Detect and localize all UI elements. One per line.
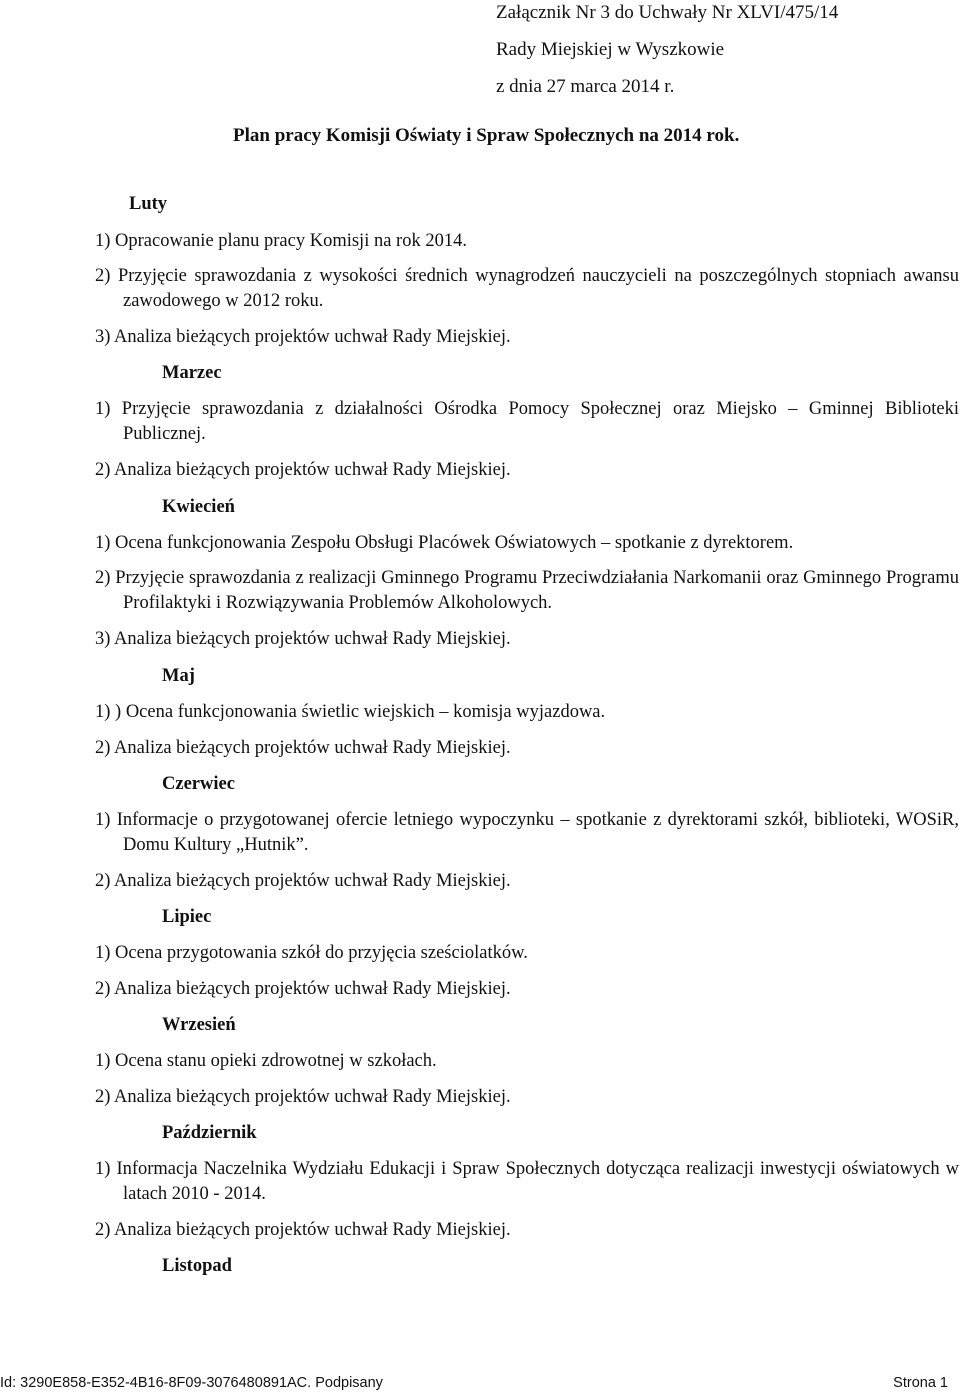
list-item: 1) Opracowanie planu pracy Komisji na rok 2014. [95,231,467,251]
list-item-text: 2) Przyjęcie sprawozdania z realizacji Gminnego Programu Przeciwdziałania Narkomanii oraz Gminnego Programu Profilaktyki i Rozwiązywania Problemów Alkoholowych. [95,568,959,613]
month-heading-luty: Luty [129,194,168,214]
list-item [95,264,959,314]
list-item: 1) Ocena stanu opieki zdrowotnej w szkołach. [95,1051,437,1071]
list-item [95,1157,959,1207]
month-heading-pazdziernik: Październik [162,1123,257,1143]
list-item: 1) ) Ocena funkcjonowania świetlic wiejskich – komisja wyjazdowa. [95,702,606,722]
list-item-text: 1) Przyjęcie sprawozdania z działalności Ośrodka Pomocy Społecznej oraz Miejsko – Gminnej Biblioteki Publicznej. [95,399,959,444]
list-item-text: 1) Informacja Naczelnika Wydziału Edukacji i Spraw Społecznych dotycząca realizacji inwestycji oświatowych w latach 2010 - 2014. [95,1159,959,1204]
document-title: Plan pracy Komisji Oświaty i Spraw Społecznych na 2014 rok. [233,125,740,146]
header-line-1: Załącznik Nr 3 do Uchwały Nr XLVI/475/14 [496,2,839,23]
list-item: 2) Analiza bieżących projektów uchwał Rady Miejskiej. [95,979,511,999]
list-item: 1) Ocena przygotowania szkół do przyjęcia sześciolatków. [95,943,528,963]
list-item-text: 1) Informacje o przygotowanej ofercie letniego wypoczynku – spotkanie z dyrektorami szkół, biblioteki, WOSiR, Domu Kultury „Hutnik”. [95,810,959,855]
page-number: Strona 1 [893,1375,948,1391]
list-item: 1) Ocena funkcjonowania Zespołu Obsługi Placówek Oświatowych – spotkanie z dyrektorem. [95,533,794,553]
list-item: 3) Analiza bieżących projektów uchwał Rady Miejskiej. [95,629,511,649]
list-item: 3) Analiza bieżących projektów uchwał Rady Miejskiej. [95,327,511,347]
list-item [95,566,959,616]
list-item-text: 2) Przyjęcie sprawozdania z wysokości średnich wynagrodzeń nauczycieli na poszczególnych stopniach awansu zawodowego w 2012 roku. [95,266,959,311]
month-heading-lipiec: Lipiec [162,907,212,927]
month-heading-maj: Maj [162,666,195,686]
list-item: 2) Analiza bieżących projektów uchwał Rady Miejskiej. [95,1220,511,1240]
list-item: 2) Analiza bieżących projektów uchwał Rady Miejskiej. [95,871,511,891]
month-heading-marzec: Marzec [162,363,222,383]
month-heading-wrzesien: Wrzesień [162,1015,236,1035]
header-line-2: Rady Miejskiej w Wyszkowie [496,39,725,60]
list-item [95,808,959,858]
month-heading-czerwiec: Czerwiec [162,774,235,794]
month-heading-kwiecien: Kwiecień [162,497,235,517]
list-item: 2) Analiza bieżących projektów uchwał Rady Miejskiej. [95,738,511,758]
list-item: 2) Analiza bieżących projektów uchwał Rady Miejskiej. [95,1087,511,1107]
month-heading-listopad: Listopad [162,1256,232,1276]
document-id: Id: 3290E858-E352-4B16-8F09-3076480891AC. Podpisany [0,1375,383,1391]
list-item [95,397,959,447]
header-line-3: z dnia 27 marca 2014 r. [496,76,675,97]
list-item: 2) Analiza bieżących projektów uchwał Rady Miejskiej. [95,460,511,480]
